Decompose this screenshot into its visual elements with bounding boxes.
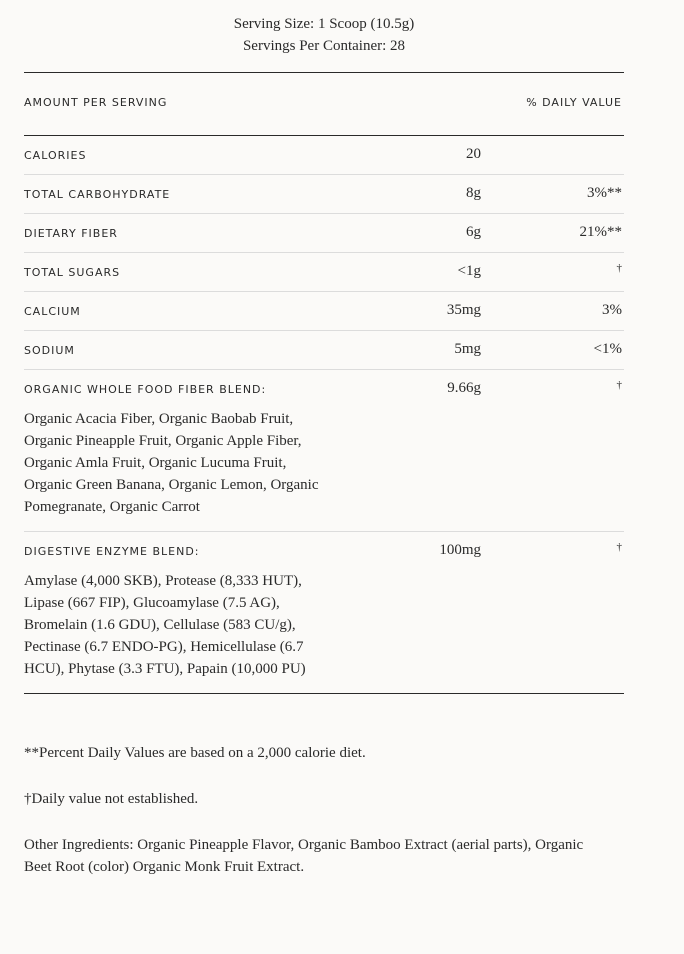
servings-per-container: Servings Per Container: 28: [242, 38, 406, 54]
fiber-blend-daily-value: †: [616, 379, 622, 391]
fiber-blend-section: [24, 370, 624, 532]
nutrient-label: TOTAL CARBOHYDRATE: [24, 188, 171, 201]
percent-dv-note: **Percent Daily Values are based on a 2,000 calorie diet.: [24, 745, 366, 761]
enzyme-blend-section: [24, 532, 624, 694]
nutrition-facts-panel: [24, 0, 624, 878]
serving-info: [24, 0, 624, 57]
nutrient-row-sodium: [24, 331, 624, 370]
nutrient-label: CALCIUM: [24, 305, 81, 318]
nutrient-amount: 5mg: [454, 341, 481, 357]
nutrient-amount: 8g: [466, 185, 481, 201]
footnotes: [24, 742, 624, 878]
nutrient-daily-value: 3%: [602, 302, 622, 318]
enzyme-blend-label: DIGESTIVE ENZYME BLEND:: [24, 545, 200, 558]
table-header: [24, 73, 624, 136]
enzyme-blend-daily-value: †: [616, 541, 622, 553]
nutrient-row-calcium: [24, 292, 624, 331]
daily-value-header: % DAILY VALUE: [526, 95, 622, 109]
fiber-blend-amount: 9.66g: [447, 380, 481, 396]
fiber-blend-label: ORGANIC WHOLE FOOD FIBER BLEND:: [24, 383, 267, 396]
nutrient-label: SODIUM: [24, 344, 75, 357]
serving-size: Serving Size: 1 Scoop (10.5g): [233, 16, 415, 32]
nutrient-amount: 20: [466, 146, 481, 162]
nutrient-label: TOTAL SUGARS: [24, 266, 121, 279]
nutrient-row-dietary-fiber: [24, 214, 624, 253]
other-ingredients: Other Ingredients: Organic Pineapple Flavor, Organic Bamboo Extract (aerial parts), Organic Beet Root (color) Organic Monk Fruit Extract.: [24, 837, 584, 875]
nutrient-daily-value: †: [616, 262, 622, 274]
nutrient-amount: <1g: [457, 263, 481, 279]
nutrient-daily-value: 3%**: [587, 185, 622, 201]
enzyme-blend-amount: 100mg: [439, 542, 481, 558]
nutrient-daily-value: <1%: [593, 341, 622, 357]
enzyme-blend-ingredients: Amylase (4,000 SKB), Protease (8,333 HUT), Lipase (667 FIP), Glucoamylase (7.5 AG), Bromelain (1.6 GDU), Cellulase (583 CU/g), Pectinase (6.7 ENDO-PG), Hemicellulase (6.7 HCU), Phytase (3.3 FTU), Papain (10,000 PU): [24, 573, 306, 677]
nutrient-row-total-carbohydrate: [24, 175, 624, 214]
fiber-blend-ingredients: Organic Acacia Fiber, Organic Baobab Fruit, Organic Pineapple Fruit, Organic Apple Fiber, Organic Amla Fruit, Organic Lucuma Fruit, Organic Green Banana, Organic Lemon, Organic Pomegranate, Organic Carrot: [24, 411, 319, 515]
nutrient-row-total-sugars: [24, 253, 624, 292]
nutrient-amount: 6g: [466, 224, 481, 240]
nutrient-daily-value: 21%**: [579, 224, 622, 240]
nutrient-label: DIETARY FIBER: [24, 227, 118, 240]
amount-per-serving-header: AMOUNT PER SERVING: [24, 95, 168, 109]
nutrient-amount: 35mg: [446, 302, 481, 318]
dagger-note: †Daily value not established.: [24, 791, 199, 807]
nutrient-row-calories: [24, 136, 624, 175]
nutrient-label: CALORIES: [24, 149, 87, 162]
